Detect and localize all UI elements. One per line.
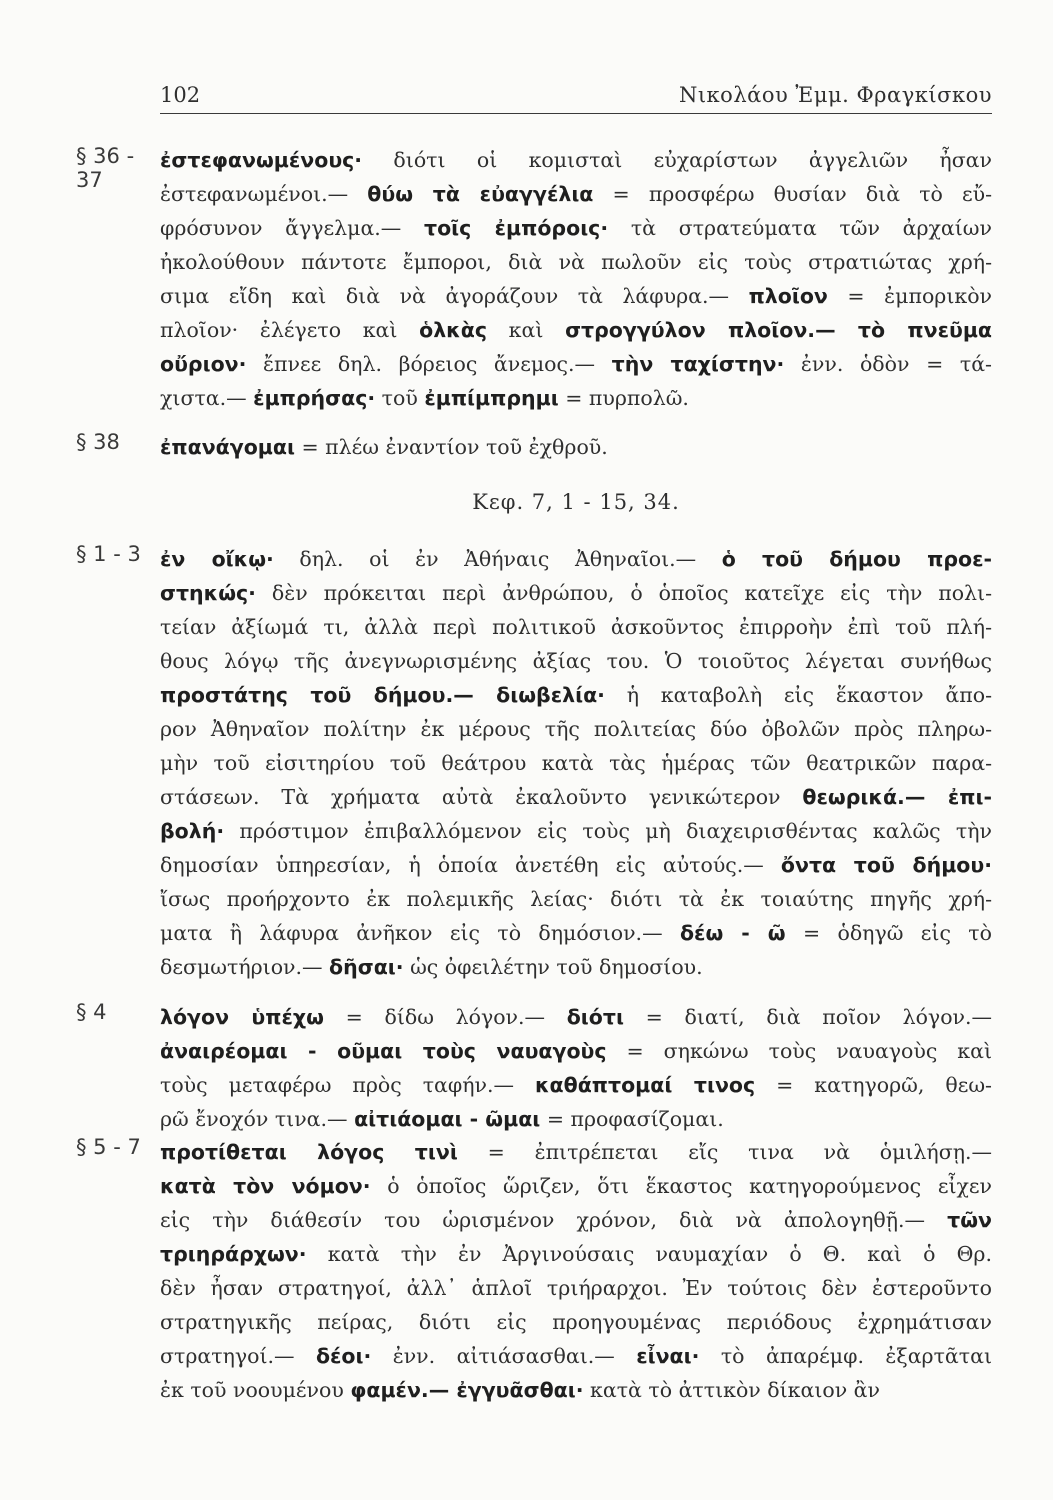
gloss-text: = πυρπολῶ. bbox=[558, 386, 689, 410]
lemma-term: φαμέν.— ἐγγυᾶσθαι· bbox=[350, 1378, 584, 1402]
text-line bbox=[160, 279, 992, 313]
lemma-term: καθάπτομαί τινος bbox=[534, 1073, 756, 1097]
gloss-text: στάσεων. Τὰ χρήματα αὐτὰ ἐκαλοῦντο γενικώτερον bbox=[160, 785, 803, 809]
lemma-term: στηκώς· bbox=[160, 581, 256, 605]
text-line bbox=[160, 576, 992, 610]
lemma-term: βολή· bbox=[160, 819, 225, 843]
text-line bbox=[160, 245, 992, 279]
text-line bbox=[160, 780, 992, 814]
text-line bbox=[160, 1203, 992, 1237]
gloss-text: τείαν ἀξίωμά τι, ἀλλὰ περὶ πολιτικοῦ ἀσκοῦντος ἐπιρροὴν ἐπὶ τοῦ πλή- bbox=[160, 615, 992, 639]
lemma-term: τὴν ταχίστην· bbox=[611, 352, 785, 376]
gloss-text: κατὰ τὸ ἀττικὸν δίκαιον ἂν bbox=[583, 1378, 880, 1402]
gloss-text: ἐνν. αἰτιάσασθαι.— bbox=[371, 1344, 637, 1368]
section-marker: § 38 bbox=[76, 430, 120, 454]
lemma-term: δέω - ῶ bbox=[679, 921, 786, 945]
section-marker: § 5 - 7 bbox=[76, 1135, 141, 1159]
lemma-term: τοῖς ἐμπόροις· bbox=[424, 216, 609, 240]
gloss-text: τοὺς μεταφέρω πρὸς ταφήν.— bbox=[160, 1073, 535, 1097]
lemma-term: οὔριον· bbox=[160, 352, 247, 376]
lemma-term: δέοι· bbox=[315, 1344, 372, 1368]
lemma-term: τῶν bbox=[947, 1208, 992, 1232]
lemma-term: ἐπανάγομαι bbox=[160, 435, 295, 459]
gloss-text: ἡ καταβολὴ εἰς ἕκαστον ἄπο- bbox=[604, 683, 992, 707]
section-marker: § 1 - 3 bbox=[76, 542, 141, 566]
text-line bbox=[160, 211, 992, 245]
section-marker: § 4 bbox=[76, 1000, 107, 1024]
gloss-text: ματα ἢ λάφυρα ἀνῆκον εἰς τὸ δημόσιον.— bbox=[160, 921, 680, 945]
text-line bbox=[160, 542, 992, 576]
gloss-text: εἰς τὴν διάθεσίν του ὡρισμένον χρόνον, διὰ νὰ ἀπολογηθῇ.— bbox=[160, 1208, 948, 1232]
text-line bbox=[160, 882, 992, 916]
text-line bbox=[160, 1169, 992, 1203]
gloss-text: ρον Ἀθηναῖον πολίτην ἐκ μέρους τῆς πολιτείας δύο ὀβολῶν πρὸς πληρω- bbox=[160, 717, 992, 741]
text-line bbox=[160, 177, 992, 211]
lemma-term: θύω τὰ εὐαγγέλια bbox=[367, 182, 594, 206]
gloss-text: ἐστεφανωμένοι.— bbox=[160, 182, 368, 206]
gloss-text: ὡς ὀφειλέτην τοῦ δημοσίου. bbox=[403, 955, 703, 979]
lemma-term: προστάτης τοῦ δήμου.— διωβελία· bbox=[160, 683, 605, 707]
gloss-text: διότι οἱ κομισταὶ εὐχαρίστων ἀγγελιῶν ἦσαν bbox=[362, 148, 992, 172]
text-line bbox=[160, 678, 992, 712]
gloss-text: τὰ στρατεύματα τῶν ἀρχαίων bbox=[608, 216, 992, 240]
chapter-heading: Κεφ. 7, 1 - 15, 34. bbox=[472, 490, 680, 514]
text-line bbox=[160, 712, 992, 746]
lemma-term: λόγον ὑπέχω bbox=[160, 1005, 324, 1029]
gloss-text: ἐκ τοῦ νοουμένου bbox=[160, 1378, 351, 1402]
lemma-term: αἰτιάομαι - ῶμαι bbox=[354, 1107, 541, 1131]
lemma-term: πλοῖον bbox=[748, 284, 828, 308]
gloss-text: ἠκολούθουν πάντοτε ἔμποροι, διὰ νὰ πωλοῦν εἰς τοὺς στρατιώτας χρή- bbox=[160, 250, 992, 274]
gloss-text: = διατί, διὰ ποῖον λόγον.— bbox=[623, 1005, 993, 1029]
text-line bbox=[160, 916, 992, 950]
text-line bbox=[160, 1102, 992, 1136]
text-line bbox=[160, 950, 992, 984]
gloss-text: δὲν πρόκειται περὶ ἀνθρώπου, ὁ ὁποῖος κατεῖχε εἰς τὴν πολι- bbox=[255, 581, 992, 605]
gloss-text: = ἐμπορικὸν bbox=[827, 284, 992, 308]
text-line bbox=[160, 814, 992, 848]
gloss-text: πλοῖον· ἐλέγετο καὶ bbox=[160, 318, 420, 342]
gloss-text: ὁ ὁποῖος ὥριζεν, ὅτι ἕκαστος κατηγορούμενος εἶχεν bbox=[370, 1174, 992, 1198]
lemma-term: τριηράρχων· bbox=[160, 1242, 307, 1266]
gloss-text: = προφασίζομαι. bbox=[540, 1107, 724, 1131]
lemma-term: θεωρικά.— ἐπι- bbox=[802, 785, 992, 809]
text-line bbox=[160, 347, 992, 381]
text-line bbox=[160, 610, 992, 644]
text-line bbox=[160, 848, 992, 882]
lemma-term: διότι bbox=[566, 1005, 624, 1029]
gloss-text: ρῶ ἔνοχόν τινα.— bbox=[160, 1107, 355, 1131]
page-number: 102 bbox=[160, 83, 201, 107]
gloss-text: = ὁδηγῶ εἰς τὸ bbox=[785, 921, 992, 945]
section-marker: § 36 - 37 bbox=[76, 144, 135, 192]
gloss-text: στρατηγικῆς πείρας, διότι εἰς προηγουμένας περιόδους ἐχρημάτισαν bbox=[160, 1310, 992, 1334]
lemma-term: ἐμπρήσας· bbox=[253, 386, 376, 410]
lemma-term: στρογγύλον πλοῖον.— τὸ πνεῦμα bbox=[565, 318, 992, 342]
gloss-text: ἔπνεε δηλ. βόρειος ἄνεμος.— bbox=[246, 352, 612, 376]
text-line bbox=[160, 430, 992, 464]
page-header bbox=[160, 83, 992, 114]
gloss-text: τὸ ἀπαρέμφ. ἐξαρτᾶται bbox=[699, 1344, 992, 1368]
gloss-text: = προσφέρω θυσίαν διὰ τὸ εὔ- bbox=[593, 182, 993, 206]
lemma-term: ὁλκὰς bbox=[419, 318, 487, 342]
gloss-text: = σηκώνω τοὺς ναυαγοὺς καὶ bbox=[606, 1039, 993, 1063]
gloss-text: σιμα εἴδη καὶ διὰ νὰ ἀγοράζουν τὰ λάφυρα.— bbox=[160, 284, 749, 308]
gloss-text: ἐνν. ὁδὸν = τά- bbox=[784, 352, 992, 376]
lemma-term: ἐστεφανωμένους· bbox=[160, 148, 363, 172]
lemma-term: ἀναιρέομαι - οῦμαι τοὺς ναυαγοὺς bbox=[160, 1039, 607, 1063]
text-line bbox=[160, 746, 992, 780]
text-line bbox=[160, 381, 992, 415]
lemma-term: ἐν οἴκῳ· bbox=[160, 547, 274, 571]
gloss-text: κατὰ τὴν ἐν Ἀργινούσαις ναυμαχίαν ὁ Θ. καὶ ὁ Θρ. bbox=[306, 1242, 992, 1266]
text-line bbox=[160, 1068, 992, 1102]
lemma-term: κατὰ τὸν νόμον· bbox=[160, 1174, 371, 1198]
gloss-text: δὲν ἦσαν στρατηγοί, ἀλλ᾿ ἁπλοῖ τριήραρχοι. Ἐν τούτοις δὲν ἐστεροῦντο bbox=[160, 1276, 992, 1300]
gloss-text: ἴσως προήρχοντο ἐκ πολεμικῆς λείας· διότι τὰ ἐκ τοιαύτης πηγῆς χρή- bbox=[160, 887, 992, 911]
gloss-text: = κατηγορῶ, θεω- bbox=[755, 1073, 992, 1097]
gloss-text: θους λόγῳ τῆς ἀνεγνωρισμένης ἀξίας του. Ὁ τοιοῦτος λέγεται συνήθως bbox=[160, 649, 992, 673]
running-title: Νικολάου Ἐμμ. Φραγκίσκου bbox=[678, 83, 992, 107]
text-line bbox=[160, 1135, 992, 1169]
text-line bbox=[160, 1373, 992, 1407]
text-line bbox=[160, 1339, 992, 1373]
text-line bbox=[160, 1237, 992, 1271]
lemma-term: ὄντα τοῦ δήμου· bbox=[780, 853, 993, 877]
gloss-text: = πλέω ἐναντίον τοῦ ἐχθροῦ. bbox=[294, 435, 608, 459]
lemma-term: ὁ τοῦ δήμου προε- bbox=[721, 547, 992, 571]
text-line bbox=[160, 1271, 992, 1305]
gloss-text: δεσμωτήριον.— bbox=[160, 955, 330, 979]
gloss-text: τοῦ bbox=[375, 386, 425, 410]
lemma-term: ἐμπίμπρημι bbox=[424, 386, 559, 410]
lemma-term: προτίθεται λόγος τινὶ bbox=[160, 1140, 458, 1164]
gloss-text: δημοσίαν ὑπηρεσίαν, ἡ ὁποία ἀνετέθη εἰς αὐτούς.— bbox=[160, 853, 781, 877]
text-line bbox=[160, 1305, 992, 1339]
text-line bbox=[160, 143, 992, 177]
text-line bbox=[160, 313, 992, 347]
gloss-text: καὶ bbox=[486, 318, 566, 342]
gloss-text: = δίδω λόγον.— bbox=[323, 1005, 567, 1029]
lemma-term: εἶναι· bbox=[636, 1344, 700, 1368]
gloss-text: στρατηγοί.— bbox=[160, 1344, 316, 1368]
gloss-text: πρόστιμον ἐπιβαλλόμενον εἰς τοὺς μὴ διαχειρισθέντας καλῶς τὴν bbox=[224, 819, 992, 843]
gloss-text: μὴν τοῦ εἰσιτηρίου τοῦ θεάτρου κατὰ τὰς ἡμέρας τῶν θεατρικῶν παρα- bbox=[160, 751, 992, 775]
gloss-text: φρόσυνον ἄγγελμα.— bbox=[160, 216, 425, 240]
gloss-text: χιστα.— bbox=[160, 386, 254, 410]
gloss-text: δηλ. οἱ ἐν Ἀθήναις Ἀθηναῖοι.— bbox=[273, 547, 722, 571]
text-line bbox=[160, 644, 992, 678]
gloss-text: = ἐπιτρέπεται εἴς τινα νὰ ὁμιλήσῃ.— bbox=[457, 1140, 993, 1164]
lemma-term: δῆσαι· bbox=[329, 955, 404, 979]
text-line bbox=[160, 1000, 992, 1034]
text-line bbox=[160, 1034, 992, 1068]
